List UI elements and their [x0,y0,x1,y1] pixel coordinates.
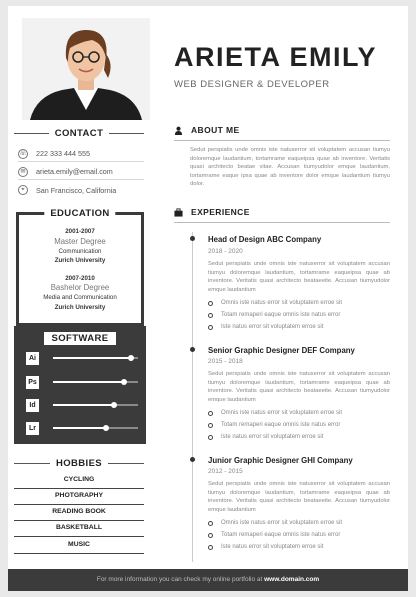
job-bullet: Totam remaperi eaque omnis iste natus error [208,312,340,318]
job-bullet: Iste natus error sit voluptatem erroe sit [208,544,323,550]
portfolio-link[interactable]: www.domain.com [264,576,320,583]
software-section [14,326,146,444]
skill-badge: Lr [26,422,39,435]
experience-title: EXPERIENCE [191,207,250,217]
footer-bar [8,569,408,591]
education-degree: Master Degree [54,236,106,246]
skill-bar [53,381,138,383]
contact-phone [18,146,144,162]
hobby-item: CYCLING [14,472,144,489]
skill-badge: Ps [26,376,39,389]
email-icon: ✉ [18,167,28,177]
skill-bar [53,427,138,429]
about-text: Sedut perspiatis unde omnis iste natuserror sit voluptatem accusan tiumyu doloremque laudantium, tortamrame eaqueipsa quae ab inventore. Veritatis quasi architecto beatae vitae. Accusan tiumyudolor emque laudantium, tortamrame eaque ipsa quae ab inventore dolor emque laudantium tiumyu dolor. [190,147,390,188]
job-bullet: Omnis iste natus error sit voluptatem erroe sit [208,520,342,526]
divider [174,222,390,223]
education-item [19,274,141,313]
job-dates: 2018 - 2020 [208,248,243,255]
footer-text: For more information you can check my online portfolio at [96,576,263,583]
job-bullet: Omnis iste natus error sit voluptatem erroe sit [208,300,342,306]
about-heading [174,125,388,135]
software-title: SOFTWARE [44,332,115,345]
hobby-item: BASKETBALL [14,520,144,537]
job-bullet: Totam remaperi eaque omnis iste natus error [208,532,340,538]
circle-bullet-icon [208,435,213,440]
skill-row [26,422,138,434]
education-field: Media and Communication [43,294,117,301]
job-description: Sedut perspiatis unde omnis iste natuserror sit voluptatem accusan tiumyu doloremque laudantium, tortamrame eaqueipsa quae ab inventore. Veritatis quasi architecto beataeeite. Accusan tiumyudolor emque laudantium [208,481,390,513]
education-item [19,227,141,266]
hobby-item: READING BOOK [14,504,144,521]
timeline-line [192,232,193,562]
divider [174,140,390,141]
skill-bar [53,357,138,359]
education-field: Communication [58,247,102,255]
skill-badge: Id [26,399,39,412]
job-description: Sedut perspiatis unde omnis iste natuserror sit voluptatem accusan tiumyu doloremque laudantium, tortamrame eaqueipsa quae ab inventore. Veritatis quasi architecto beataeeite. Accusan tiumyudolor emque laudantium [208,371,390,403]
contact-location [18,182,144,198]
job-title: Head of Design ABC Company [208,235,322,244]
skill-row [26,399,138,411]
circle-bullet-icon [208,545,213,550]
location-icon: ⌖ [18,185,28,195]
circle-bullet-icon [208,325,213,330]
education-years: 2007-2010 [65,274,95,282]
education-section [16,208,144,326]
job-description: Sedut perspiatis unde omnis iste natuserror sit voluptatem accusan tiumyu doloremque laudantium, tortamrame eaqueipsa quae ab inventore. Veritatis quasi architecto beataeeite. Accusan tiumyudolor emque laudantium [208,261,390,293]
contact-email[interactable] [18,164,144,180]
education-years: 2001-2007 [65,228,95,235]
location-text: San Francisco, California [36,185,117,195]
hobby-item: MUSIC [14,537,144,554]
education-degree: Bashelor Degree [50,283,110,292]
circle-bullet-icon [208,533,213,538]
job-bullet: Totam remaperi eaque omnis iste natus error [208,422,340,428]
job-title: Junior Graphic Designer GHI Company [208,456,353,465]
resume-page [8,6,408,591]
person-icon [174,126,183,135]
timeline-dot [190,347,195,352]
about-title: ABOUT ME [191,125,240,135]
hobbies-title: HOBBIES [55,458,103,469]
circle-bullet-icon [208,423,213,428]
experience-heading [174,207,388,217]
candidate-role: WEB DESIGNER & DEVELOPER [174,79,330,90]
timeline-dot [190,457,195,462]
hobbies-heading [14,458,144,469]
job-bullet: Iste natus error sit voluptatem erroe sit [208,324,323,330]
hobby-item: PHOTGRAPHY [14,488,144,505]
circle-bullet-icon [208,521,213,526]
skill-bar [53,404,138,406]
phone-text: 222 333 444 555 [36,149,90,158]
profile-photo [22,18,150,120]
contact-title: CONTACT [54,128,104,139]
job-bullet: Omnis iste natus error sit voluptatem erroe sit [208,410,342,416]
circle-bullet-icon [208,411,213,416]
candidate-name: ARIETA EMILY [174,42,378,72]
job-dates: 2012 - 2015 [208,468,243,475]
timeline-dot [190,236,195,241]
skill-row [26,352,138,364]
contact-heading [14,128,144,139]
skill-badge: Ai [26,352,39,365]
job-dates: 2015 - 2018 [208,358,243,365]
portrait-image [22,18,150,120]
circle-bullet-icon [208,313,213,318]
education-school: Zurich University [54,257,106,264]
email-text[interactable]: arieta.emily@email.com [36,167,113,176]
education-school: Zurich University [54,303,106,311]
education-title: EDUCATION [44,208,115,219]
phone-icon: ☏ [19,150,27,157]
job-title: Senior Graphic Designer DEF Company [208,346,355,355]
circle-bullet-icon [208,301,213,306]
skill-row [26,376,138,388]
briefcase-icon [174,208,183,217]
job-bullet: Iste natus error sit voluptatem erroe sit [208,434,323,440]
